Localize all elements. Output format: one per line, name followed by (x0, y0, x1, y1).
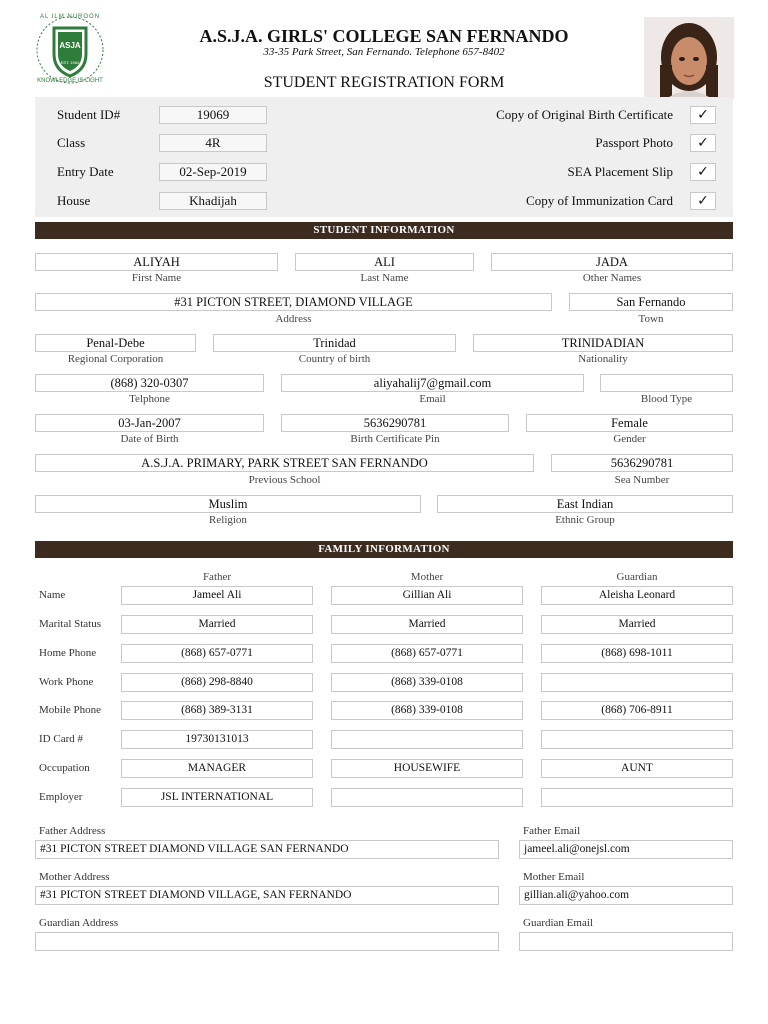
gender-label: Gender (613, 433, 646, 445)
father-marital-status-field[interactable]: Married (121, 615, 313, 634)
guardian-email-field[interactable] (519, 932, 733, 951)
crest-icon (30, 14, 110, 86)
school-address: 33-35 Park Street, San Fernando. Telephone 657-8402 (263, 46, 505, 58)
immunization-card-checkbox[interactable]: ✓ (690, 192, 716, 210)
school-name: A.S.J.A. GIRLS' COLLEGE SAN FERNANDO (199, 26, 569, 46)
ethnic-group-label: Ethnic Group (555, 514, 615, 526)
gender-field[interactable]: Female (526, 414, 733, 432)
form-title: STUDENT REGISTRATION FORM (263, 74, 505, 91)
birth-certificate-label: Copy of Original Birth Certificate (496, 107, 673, 122)
country-of-birth-label: Country of birth (298, 353, 371, 365)
mother-address-label: Mother Address (39, 871, 110, 883)
home-phone-row-label: Home Phone (39, 647, 97, 659)
religion-field[interactable]: Muslim (35, 495, 421, 513)
father-address-label: Father Address (39, 825, 106, 837)
mother-email-label: Mother Email (523, 871, 585, 883)
sea-slip-checkbox[interactable]: ✓ (690, 163, 716, 181)
marital-status-row-label: Marital Status (39, 618, 102, 630)
father-email-label: Father Email (523, 825, 581, 837)
student-info-header: STUDENT INFORMATION (35, 222, 733, 239)
mother-address-field[interactable]: #31 PICTON STREET DIAMOND VILLAGE, SAN FERNANDO (35, 886, 499, 905)
father-name-field[interactable]: Jameel Ali (121, 586, 313, 605)
father-occupation-field[interactable]: MANAGER (121, 759, 313, 778)
guardian-home-phone-field[interactable]: (868) 698-1011 (541, 644, 733, 663)
guardian-email-label: Guardian Email (523, 917, 593, 929)
sea-number-field[interactable]: 5636290781 (551, 454, 733, 472)
father-email-field[interactable]: jameel.ali@onejsl.com (519, 840, 733, 859)
house-field[interactable]: Khadijah (159, 192, 267, 210)
school-logo (30, 14, 110, 86)
nationality-label: Nationality (578, 353, 628, 365)
class-field[interactable]: 4R (159, 134, 267, 152)
mother-work-phone-field[interactable]: (868) 339-0108 (331, 673, 523, 692)
name-row-label: Name (39, 589, 66, 601)
student-id-label: Student ID# (57, 107, 121, 122)
sea-slip-label: SEA Placement Slip (567, 164, 673, 179)
entry-date-label: Entry Date (57, 164, 114, 179)
mother-column-header: Mother (410, 571, 444, 583)
telephone-label: Telphone (129, 393, 170, 405)
mother-occupation-field[interactable]: HOUSEWIFE (331, 759, 523, 778)
previous-school-field[interactable]: A.S.J.A. PRIMARY, PARK STREET SAN FERNANDO (35, 454, 534, 472)
first-name-field[interactable]: ALIYAH (35, 253, 278, 271)
mother-name-field[interactable]: Gillian Ali (331, 586, 523, 605)
guardian-address-label: Guardian Address (39, 917, 119, 929)
logo-motto-top: AL ILM NUROON (39, 14, 101, 20)
country-of-birth-field[interactable]: Trinidad (213, 334, 456, 352)
occupation-row-label: Occupation (39, 762, 90, 774)
email-label: Email (419, 393, 446, 405)
mobile-phone-row-label: Mobile Phone (39, 704, 102, 716)
guardian-address-field[interactable] (35, 932, 499, 951)
date-of-birth-label: Date of Birth (120, 433, 179, 445)
father-id-card-field[interactable]: 19730131013 (121, 730, 313, 749)
father-home-phone-field[interactable]: (868) 657-0771 (121, 644, 313, 663)
id-card-row-label: ID Card # (39, 733, 83, 745)
student-id-field[interactable]: 19069 (159, 106, 267, 124)
mother-id-card-field[interactable] (331, 730, 523, 749)
blood-type-field[interactable] (600, 374, 733, 392)
mother-marital-status-field[interactable]: Married (331, 615, 523, 634)
religion-label: Religion (209, 514, 247, 526)
immunization-card-label: Copy of Immunization Card (526, 193, 673, 208)
birth-certificate-pin-label: Birth Certificate Pin (350, 433, 440, 445)
other-names-label: Other Names (582, 272, 642, 284)
first-name-label: First Name (131, 272, 182, 284)
mother-home-phone-field[interactable]: (868) 657-0771 (331, 644, 523, 663)
ethnic-group-field[interactable]: East Indian (437, 495, 733, 513)
town-label: Town (638, 313, 664, 325)
date-of-birth-field[interactable]: 03-Jan-2007 (35, 414, 264, 432)
email-field[interactable]: aliyahalij7@gmail.com (281, 374, 584, 392)
address-field[interactable]: #31 PICTON STREET, DIAMOND VILLAGE (35, 293, 552, 311)
guardian-column-header: Guardian (616, 571, 658, 583)
student-photo (644, 17, 734, 99)
portrait-icon (644, 17, 734, 99)
telephone-field[interactable]: (868) 320-0307 (35, 374, 264, 392)
guardian-name-field[interactable]: Aleisha Leonard (541, 586, 733, 605)
other-names-field[interactable]: JADA (491, 253, 733, 271)
passport-photo-label: Passport Photo (595, 135, 673, 150)
logo-monogram: ASJA (59, 41, 81, 50)
last-name-label: Last Name (360, 272, 409, 284)
town-field[interactable]: San Fernando (569, 293, 733, 311)
guardian-occupation-field[interactable]: AUNT (541, 759, 733, 778)
sea-number-label: Sea Number (614, 474, 670, 486)
logo-year: EST. 1962 (60, 60, 80, 65)
house-label: House (57, 193, 91, 208)
mother-employer-field[interactable] (331, 788, 523, 807)
regional-corporation-field[interactable]: Penal-Debe (35, 334, 196, 352)
father-work-phone-field[interactable]: (868) 298-8840 (121, 673, 313, 692)
guardian-id-card-field[interactable] (541, 730, 733, 749)
father-mobile-phone-field[interactable]: (868) 389-3131 (121, 701, 313, 720)
guardian-marital-status-field[interactable]: Married (541, 615, 733, 634)
passport-photo-checkbox[interactable]: ✓ (690, 134, 716, 152)
birth-certificate-pin-field[interactable]: 5636290781 (281, 414, 509, 432)
regional-corporation-label: Regional Corporation (67, 353, 164, 365)
guardian-employer-field[interactable] (541, 788, 733, 807)
entry-date-field[interactable]: 02-Sep-2019 (159, 163, 267, 181)
employer-row-label: Employer (39, 791, 83, 803)
birth-certificate-checkbox[interactable]: ✓ (690, 106, 716, 124)
address-label: Address (275, 313, 312, 325)
class-label: Class (57, 135, 86, 150)
logo-motto-bottom: KNOWLEDGE IS LIGHT (37, 78, 103, 84)
mother-mobile-phone-field[interactable]: (868) 339-0108 (331, 701, 523, 720)
father-employer-field[interactable]: JSL INTERNATIONAL (121, 788, 313, 807)
work-phone-row-label: Work Phone (39, 676, 94, 688)
last-name-field[interactable]: ALI (295, 253, 474, 271)
family-info-header: FAMILY INFORMATION (35, 541, 733, 558)
guardian-mobile-phone-field[interactable]: (868) 706-8911 (541, 701, 733, 720)
blood-type-label: Blood Type (640, 393, 693, 405)
father-address-field[interactable]: #31 PICTON STREET DIAMOND VILLAGE SAN FERNANDO (35, 840, 499, 859)
previous-school-label: Previous School (248, 474, 321, 486)
father-column-header: Father (202, 571, 232, 583)
guardian-work-phone-field[interactable] (541, 673, 733, 692)
mother-email-field[interactable]: gillian.ali@yahoo.com (519, 886, 733, 905)
nationality-field[interactable]: TRINIDADIAN (473, 334, 733, 352)
